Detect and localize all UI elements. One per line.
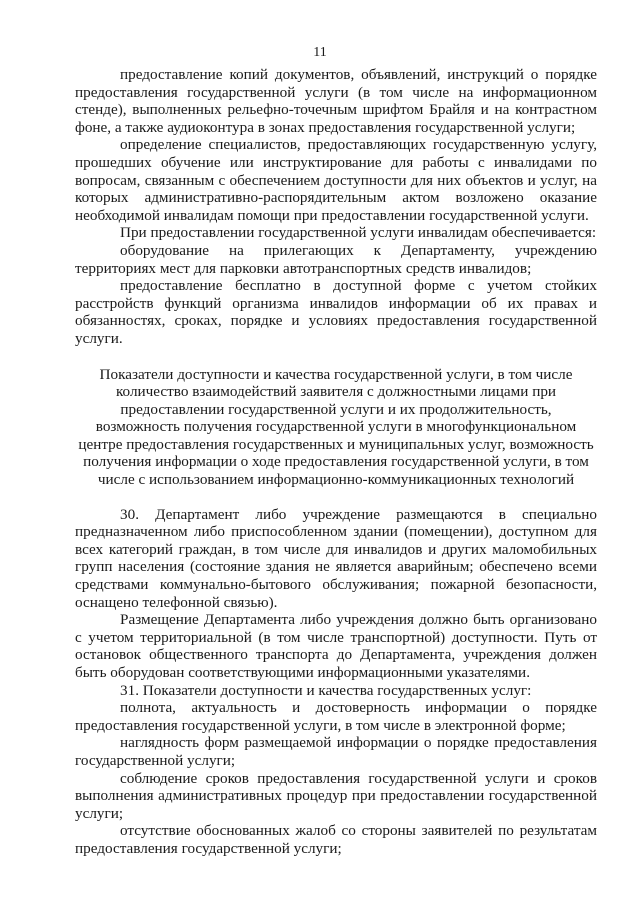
document-body bbox=[75, 66, 597, 858]
paragraph-location: Размещение Департамента либо учреждения должно быть организовано с учетом территориальной (в том числе транспортной) доступности. Путь от остановок общественного транспорта до Департамента, учреждения должен быть оборудован соответствующими информационными указателями. bbox=[75, 611, 597, 681]
page-number: 11 bbox=[313, 45, 327, 60]
paragraph-visibility: наглядность форм размещаемой информации о порядке предоставления государственной услуги; bbox=[75, 734, 597, 769]
spacer bbox=[75, 348, 597, 366]
paragraph-braille-materials: предоставление копий документов, объявлений, инструкций о порядке предоставления государственной услуги (в том числе на информационном стенде), выполненных рельефно-точечным шрифтом Брайля и на контрастном фоне, а также аудиоконтура в зонах предоставления государственной услуги; bbox=[75, 66, 597, 136]
paragraph-parking: оборудование на прилегающих к Департаменту, учреждению территориях мест для парковки автотранспортных средств инвалидов; bbox=[75, 241, 597, 277]
section-heading: Показатели доступности и качества государственной услуги, в том числе количество взаимодействий заявителя с должностными лицами при предоставлении государственной услуги и их продолжительность, возможность получения государственной услуги в многофункциональном центре предоставления государственных и муниципальных услуг, возможность получения информации о ходе предоставления государственной услуги, в том числе с использованием информационно-коммуникационных технологий bbox=[78, 365, 594, 489]
paragraph-disabled-provisions-intro: При предоставлении государственной услуги инвалидам обеспечивается: bbox=[120, 224, 597, 242]
paragraph-no-complaints: отсутствие обоснованных жалоб со стороны заявителей по результатам предоставления государственной услуги; bbox=[75, 822, 597, 857]
paragraph-item-30: 30. Департамент либо учреждение размещаются в специально предназначенном либо приспособленном здании (помещении), доступном для всех категорий граждан, в том числе для инвалидов и других маломобильных групп населения (состояние здания не является аварийным; обеспечено всеми средствами коммунально-бытового обслуживания; пожарной безопасности, оснащено телефонной связью). bbox=[75, 505, 597, 611]
paragraph-trained-specialists: определение специалистов, предоставляющих государственную услугу, прошедших обучение или инструктирование для работы с инвалидами по вопросам, связанным с обеспечением доступности для них объектов и услуг, на которых административно-распорядительным актом возложено оказание необходимой инвалидам помощи при предоставлении государственной услуги. bbox=[75, 136, 597, 224]
paragraph-accessible-information: предоставление бесплатно в доступной форме с учетом стойких расстройств функций организма инвалидов информации об их правах и обязанностях, сроках, порядке и условиях предоставления государственной услуги. bbox=[75, 277, 597, 347]
paragraph-deadlines: соблюдение сроков предоставления государственной услуги и сроков выполнения административных процедур при предоставлении государственной услуги; bbox=[75, 769, 597, 822]
paragraph-item-31: 31. Показатели доступности и качества государственных услуг: bbox=[120, 681, 532, 699]
spacer bbox=[75, 489, 597, 506]
paragraph-completeness: полнота, актуальность и достоверность информации о порядке предоставления государственной услуги, в том числе в электронной форме; bbox=[75, 699, 597, 734]
